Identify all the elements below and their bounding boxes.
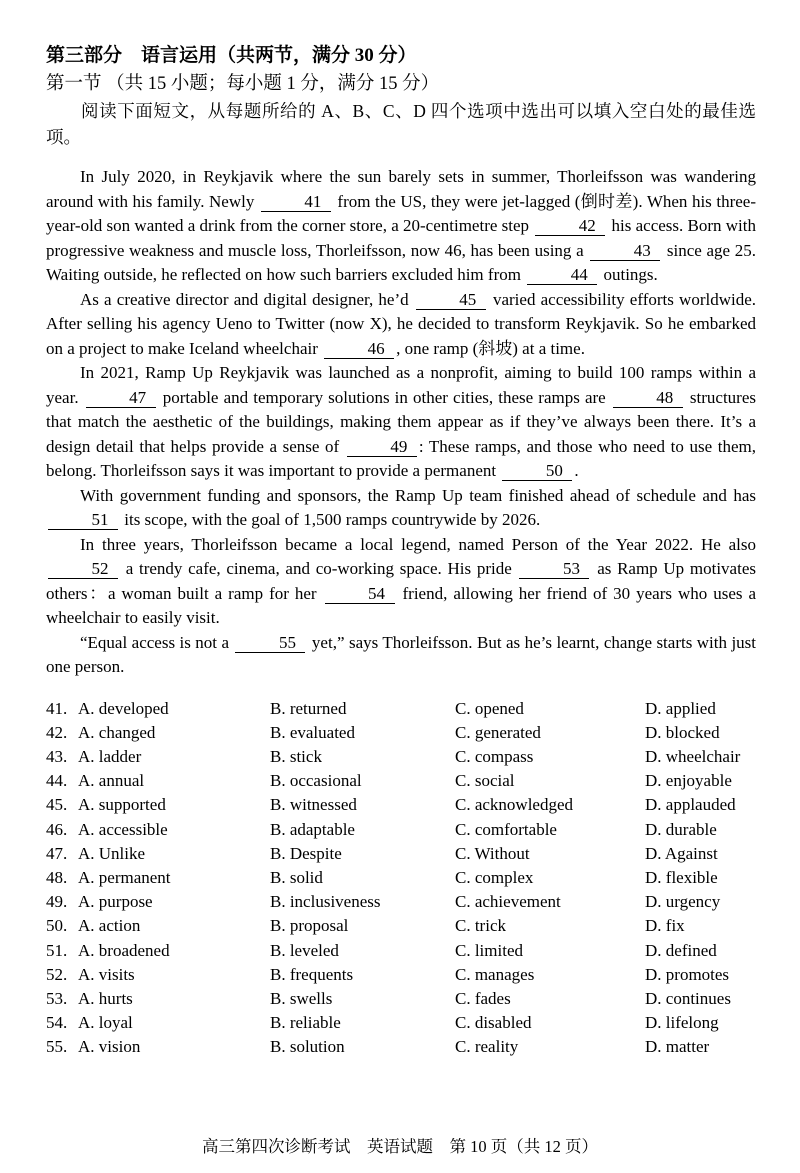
passage bbox=[46, 165, 756, 680]
option-b: B. leveled bbox=[270, 940, 339, 960]
option-c: C. achievement bbox=[455, 892, 561, 912]
question-number: 44. bbox=[46, 771, 68, 791]
question-number: 46. bbox=[46, 819, 68, 839]
cloze-blank-54: 54 bbox=[325, 585, 395, 604]
cloze-blank-52: 52 bbox=[48, 560, 118, 579]
cloze-blank-42: 42 bbox=[535, 217, 605, 236]
option-c: C. compass bbox=[455, 746, 534, 766]
cloze-blank-46: 46 bbox=[324, 340, 394, 359]
question-row-53 bbox=[46, 987, 756, 1011]
page-footer: 高三第四次诊断考试 英语试题 第 10 页（共 12 页） bbox=[202, 1137, 598, 1156]
cloze-blank-53: 53 bbox=[519, 560, 589, 579]
option-a: A. hurts bbox=[78, 988, 133, 1008]
option-b: B. evaluated bbox=[270, 722, 355, 742]
option-d: D. blocked bbox=[645, 722, 720, 742]
option-d: D. durable bbox=[645, 819, 717, 839]
option-b: B. frequents bbox=[270, 964, 354, 984]
option-b: B. swells bbox=[270, 988, 333, 1008]
option-b: B. witnessed bbox=[270, 795, 357, 815]
question-number: 52. bbox=[46, 964, 68, 984]
option-c: C. Without bbox=[455, 843, 530, 863]
option-a: A. annual bbox=[78, 771, 145, 791]
option-d: D. matter bbox=[645, 1037, 710, 1057]
option-a: A. permanent bbox=[78, 867, 171, 887]
cloze-blank-47: 47 bbox=[86, 389, 156, 408]
option-d: D. enjoyable bbox=[645, 771, 732, 791]
question-row-49 bbox=[46, 890, 756, 914]
option-c: C. social bbox=[455, 771, 515, 791]
questions bbox=[46, 697, 756, 1060]
option-d: D. wheelchair bbox=[645, 746, 741, 766]
passage-paragraph: In three years, Thorleifsson became a local legend, named Person of the Year 2022. He also 52 a trendy cafe, cinema, and co-working space. His pride 53 as Ramp Up motivates others：a woman built a ramp for her 54 friend, allowing her friend of 30 years who uses a wheelchair to easily visit. bbox=[46, 534, 757, 627]
cloze-blank-44: 44 bbox=[527, 266, 597, 285]
question-number: 45. bbox=[46, 795, 68, 815]
option-c: C. acknowledged bbox=[455, 795, 574, 815]
option-d: D. flexible bbox=[645, 867, 718, 887]
question-number: 51. bbox=[46, 940, 68, 960]
option-b: B. occasional bbox=[270, 771, 362, 791]
option-c: C. opened bbox=[455, 698, 524, 718]
question-number: 41. bbox=[46, 698, 68, 718]
option-d: D. lifelong bbox=[645, 1013, 719, 1033]
question-row-44 bbox=[46, 769, 756, 793]
passage-paragraph: “Equal access is not a 55 yet,” says Thorleifsson. But as he’s learnt, change starts with just one person. bbox=[46, 632, 757, 676]
question-row-50 bbox=[46, 914, 756, 938]
option-b: B. reliable bbox=[270, 1013, 341, 1033]
option-a: A. action bbox=[78, 916, 141, 936]
option-b: B. inclusiveness bbox=[270, 892, 381, 912]
option-b: B. solid bbox=[270, 867, 323, 887]
option-a: A. Unlike bbox=[78, 843, 146, 863]
option-c: C. comfortable bbox=[455, 819, 557, 839]
passage-paragraph: As a creative director and digital designer, he’d 45 varied accessibility efforts worldwide. After selling his agency Ueno to Twitter (now X), he decided to transform Reykjavik. So he embarked on a project to make Iceland wheelchair 46 , one ramp (斜坡) at a time. bbox=[46, 289, 756, 358]
cloze-blank-43: 43 bbox=[590, 242, 660, 261]
option-c: C. generated bbox=[455, 722, 541, 742]
option-d: D. Against bbox=[645, 843, 718, 863]
option-b: B. solution bbox=[270, 1037, 345, 1057]
question-number: 53. bbox=[46, 988, 68, 1008]
option-d: D. urgency bbox=[645, 892, 721, 912]
option-b: B. adaptable bbox=[270, 819, 355, 839]
option-b: B. Despite bbox=[270, 843, 342, 863]
option-c: C. complex bbox=[455, 867, 534, 887]
question-row-52 bbox=[46, 963, 756, 987]
option-a: A. broadened bbox=[78, 940, 170, 960]
question-row-41 bbox=[46, 697, 756, 721]
option-d: D. defined bbox=[645, 940, 717, 960]
question-row-55 bbox=[46, 1035, 756, 1059]
option-c: C. reality bbox=[455, 1037, 519, 1057]
cloze-blank-45: 45 bbox=[416, 291, 486, 310]
part-title: 第三部分 语言运用（共两节，满分 30 分） bbox=[46, 45, 417, 66]
option-a: A. vision bbox=[78, 1037, 141, 1057]
cloze-blank-49: 49 bbox=[347, 438, 417, 457]
option-a: A. loyal bbox=[78, 1013, 133, 1033]
option-d: D. applied bbox=[645, 698, 716, 718]
option-a: A. accessible bbox=[78, 819, 168, 839]
question-row-51 bbox=[46, 939, 756, 963]
option-a: A. visits bbox=[78, 964, 135, 984]
option-b: B. stick bbox=[270, 746, 322, 766]
option-d: D. fix bbox=[645, 916, 685, 936]
option-c: C. limited bbox=[455, 940, 523, 960]
question-row-45 bbox=[46, 793, 756, 817]
question-number: 54. bbox=[46, 1013, 68, 1033]
option-d: D. promotes bbox=[645, 964, 730, 984]
question-number: 50. bbox=[46, 916, 68, 936]
question-number: 42. bbox=[46, 722, 68, 742]
cloze-blank-55: 55 bbox=[235, 634, 305, 653]
option-d: D. continues bbox=[645, 988, 731, 1008]
section-title: 第一节 （共 15 小题；每小题 1 分，满分 15 分） bbox=[46, 74, 440, 94]
option-c: C. disabled bbox=[455, 1013, 532, 1033]
option-c: C. manages bbox=[455, 964, 535, 984]
question-number: 48. bbox=[46, 867, 68, 887]
question-number: 47. bbox=[46, 843, 68, 863]
passage-paragraph: In July 2020, in Reykjavik where the sun barely sets in summer, Thorleifsson was wandering around with his family. Newly 41 from the US, they were jet-lagged (倒时差). When his three-year-old son wanted a drink from the corner store, a 20-centimetre step 42 his access. Born with progressive weakness and muscle loss, Thorleifsson, now 46, has been using a 43 since age 25. Waiting outside, he reflected on how such barriers excluded him from 44 outings. bbox=[46, 167, 757, 284]
option-d: D. applauded bbox=[645, 795, 736, 815]
question-row-42 bbox=[46, 721, 756, 745]
option-a: A. ladder bbox=[78, 746, 142, 766]
question-row-54 bbox=[46, 1011, 756, 1035]
option-a: A. supported bbox=[78, 795, 166, 815]
option-a: A. developed bbox=[78, 698, 169, 718]
question-row-48 bbox=[46, 866, 756, 890]
cloze-blank-48: 48 bbox=[613, 389, 683, 408]
option-c: C. trick bbox=[455, 916, 506, 936]
passage-paragraph: In 2021, Ramp Up Reykjavik was launched as a nonprofit, aiming to build 100 ramps within a year. 47 portable and temporary solutions in other cities, these ramps are 48 structures that match the aesthetic of the buildings, making them appear as if they’ve always been there. It’s a design detail that helps provide a sense of 49 : These ramps, and those who need to use them, belong. Thorleifsson says it was important to provide a permanent 50 . bbox=[46, 363, 756, 480]
question-row-46 bbox=[46, 818, 756, 842]
option-b: B. returned bbox=[270, 698, 347, 718]
question-row-43 bbox=[46, 745, 756, 769]
question-number: 55. bbox=[46, 1037, 68, 1057]
instructions: 阅读下面短文，从每题所给的 A、B、C、D 四个选项中选出可以填入空白处的最佳选项。 bbox=[46, 101, 756, 147]
option-a: A. changed bbox=[78, 722, 156, 742]
question-number: 43. bbox=[46, 746, 68, 766]
option-a: A. purpose bbox=[78, 892, 153, 912]
question-row-47 bbox=[46, 842, 756, 866]
option-c: C. fades bbox=[455, 988, 511, 1008]
cloze-blank-51: 51 bbox=[48, 511, 118, 530]
passage-paragraph: With government funding and sponsors, the Ramp Up team finished ahead of schedule and has 51 its scope, with the goal of 1,500 ramps countrywide by 2026. bbox=[46, 484, 756, 533]
cloze-blank-50: 50 bbox=[502, 462, 572, 481]
cloze-blank-41: 41 bbox=[261, 193, 331, 212]
question-number: 49. bbox=[46, 892, 68, 912]
option-b: B. proposal bbox=[270, 916, 349, 936]
